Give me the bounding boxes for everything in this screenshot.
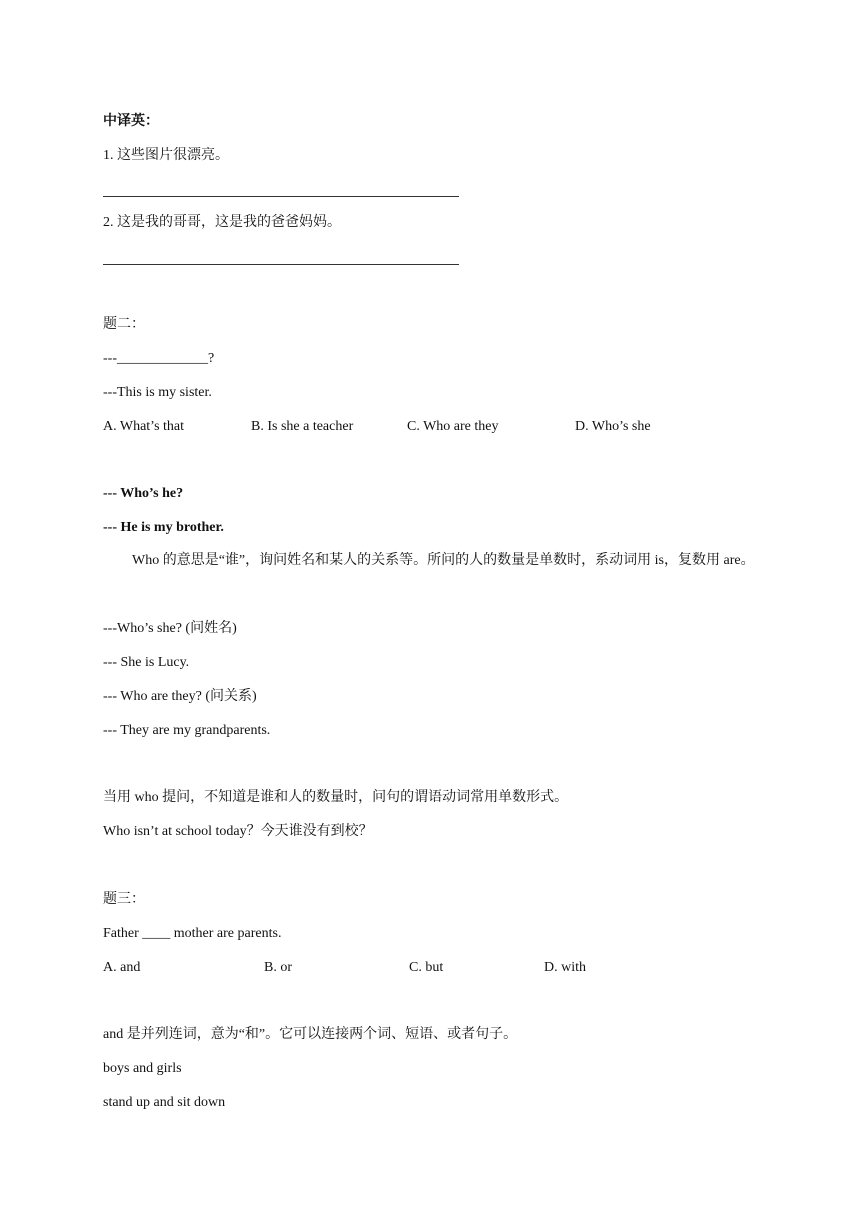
example-line: stand up and sit down	[103, 1095, 226, 1110]
option-a: A. and	[103, 960, 141, 975]
option-d: D. with	[544, 960, 586, 975]
question-1: 1. 这些图片很漂亮。	[103, 148, 229, 163]
section1-heading: 中译英：	[103, 114, 159, 129]
example-line: --- Who are they? (问关系)	[103, 689, 257, 704]
example-line: ---Who’s she? (问姓名)	[103, 621, 237, 636]
note-line: 当用 who 提问，不知道是谁和人的数量时，问句的谓语动词常用单数形式。	[103, 790, 569, 805]
example-line: --- They are my grandparents.	[103, 723, 271, 738]
option-a: A. What’s that	[103, 419, 185, 434]
note-example: Who isn’t at school today？今天谁没有到校？	[103, 824, 373, 839]
and-explanation: and 是并列连词，意为“和”。它可以连接两个词、短语、或者句子。	[103, 1027, 518, 1042]
option-d: D. Who’s she	[575, 419, 651, 434]
answer-question: --- Who’s he?	[103, 486, 184, 501]
option-b: B. Is she a teacher	[251, 419, 354, 434]
answer-reply: --- He is my brother.	[103, 520, 224, 535]
option-b: B. or	[264, 960, 292, 975]
explanation-paragraph: Who 的意思是“谁”，询问姓名和某人的关系等。所问的人的数量是单数时，系动词用 is，复数用 are。	[132, 553, 755, 568]
section3-heading: 题三：	[103, 892, 145, 907]
example-line: boys and girls	[103, 1061, 182, 1076]
dialogue-question: ---_____________?	[103, 351, 215, 366]
option-c: C. but	[409, 960, 444, 975]
question-3: Father ____ mother are parents.	[103, 926, 282, 941]
section2-heading: 题二：	[103, 317, 145, 332]
dialogue-answer: ---This is my sister.	[103, 385, 212, 400]
example-line: --- She is Lucy.	[103, 655, 190, 670]
option-c: C. Who are they	[407, 419, 499, 434]
question-2: 2. 这是我的哥哥，这是我的爸爸妈妈。	[103, 215, 341, 230]
answer-blank-2[interactable]	[103, 264, 459, 265]
answer-blank-1[interactable]	[103, 196, 459, 197]
